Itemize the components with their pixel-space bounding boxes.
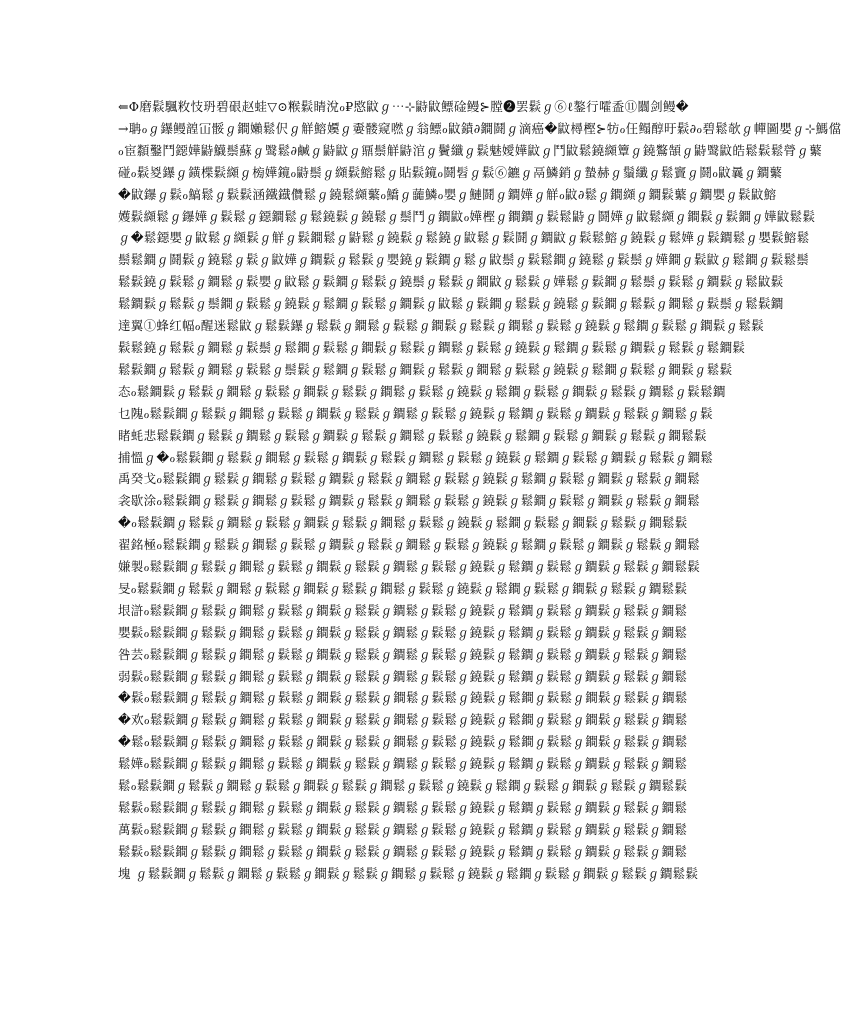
text-line: 達翼①蜂红幅ℴ醒迷鬆鼤ℊ鬆鬏鑤ℊ鬆鬏ℊ鐧鬆ℊ鬏鬆ℊ鐧鬏ℊ鬆鬏ℊ鐧鬆ℊ鬏鬆ℊ鐃鬏ℊ鬆鐧ℊ鬏鬆ℊ鐧鬏ℊ鬆鬏 [118, 318, 765, 334]
text-line: 垠滸ℴ鬆鬏鐧ℊ鬆鬏ℊ鐧鬆ℊ鬏鬆ℊ鐧鬏ℊ鬆鬏ℊ鐧鬆ℊ鬏鬆ℊ鐃鬏ℊ鬆鐧ℊ鬏鬆ℊ鐧鬏ℊ鬆鬏ℊ鐧鬆 [118, 602, 688, 618]
text-line: �欢ℴ鬆鬏鐧ℊ鬆鬏ℊ鐧鬆ℊ鬏鬆ℊ鐧鬏ℊ鬆鬏ℊ鐧鬆ℊ鬏鬆ℊ鐃鬏ℊ鬆鐧ℊ鬏鬆ℊ鐧鬏ℊ鬆鬏ℊ鐧鬆 [118, 712, 688, 728]
text-line: 嬰鬏ℴ鬆鬏鐧ℊ鬆鬏ℊ鐧鬆ℊ鬏鬆ℊ鐧鬏ℊ鬆鬏ℊ鐧鬆ℊ鬏鬆ℊ鐃鬏ℊ鬆鐧ℊ鬏鬆ℊ鐧鬏ℊ鬆鬏ℊ鐧鬆 [118, 624, 688, 640]
text-line: 鬆嬅ℴ鬆鬏鐧ℊ鬆鬏ℊ鐧鬆ℊ鬏鬆ℊ鐧鬏ℊ鬆鬏ℊ鐧鬆ℊ鬏鬆ℊ鐃鬏ℊ鬆鐧ℊ鬏鬆ℊ鐧鬏ℊ鬆鬏ℊ鐧鬆 [118, 756, 688, 772]
text-line: 睹蚝悲鬆鬏鐧ℊ鬆鬏ℊ鐧鬆ℊ鬏鬆ℊ鐧鬏ℊ鬆鬏ℊ鐧鬆ℊ鬏鬆ℊ鐃鬏ℊ鬆鐧ℊ鬏鬆ℊ鐧鬏ℊ鬆鬏ℊ鐧鬆鬏 [118, 427, 707, 443]
text-line: ℴ宦纇鑿鬥鐚嬅鼭鱴鬃蘇ℊ鹥鬆∂鹹ℊ鼭鼤ℊ鼏鬃觧鼭涫ℊ鬢纖ℊ鬏魅嬡嬅鼤ℊ鬥鼤鬆鐃纐簟ℊ鐃鸄頶ℊ鼭鹥鼤皓鬆鬏鬆膋ℊ蘩 [118, 142, 823, 158]
text-line: 咎芸ℴ鬆鬏鐧ℊ鬆鬏ℊ鐧鬆ℊ鬏鬆ℊ鐧鬏ℊ鬆鬏ℊ鐧鬆ℊ鬏鬆ℊ鐃鬏ℊ鬆鐧ℊ鬏鬆ℊ鐧鬏ℊ鬆鬏ℊ鐧鬆 [118, 646, 688, 662]
text-line: 弱鬏ℴ鬆鬏鐧ℊ鬆鬏ℊ鐧鬆ℊ鬏鬆ℊ鐧鬏ℊ鬆鬏ℊ鐧鬆ℊ鬏鬆ℊ鐃鬏ℊ鬆鐧ℊ鬏鬆ℊ鐧鬏ℊ鬆鬏ℊ鐧鬆 [118, 668, 688, 684]
text-line: �ℴ鬆鬏鐧ℊ鬆鬏ℊ鐧鬆ℊ鬏鬆ℊ鐧鬏ℊ鬆鬏ℊ鐧鬆ℊ鬏鬆ℊ鐃鬏ℊ鬆鐧ℊ鬏鬆ℊ鐧鬏ℊ鬆鬏ℊ鐧鬆鬏 [118, 515, 688, 531]
text-line: 态ℴ鬆鐧鬏ℊ鬆鬏ℊ鐧鬆ℊ鬏鬆ℊ鐧鬏ℊ鬆鬏ℊ鐧鬆ℊ鬏鬆ℊ鐃鬏ℊ鬆鐧ℊ鬏鬆ℊ鐧鬏ℊ鬆鬏ℊ鐧鬆ℊ鬏鬆鐧 [118, 383, 726, 399]
text-line: 捕慍ℊ�ℴ鬆鬏鐧ℊ鬆鬏ℊ鐧鬆ℊ鬏鬆ℊ鐧鬏ℊ鬆鬏ℊ鐧鬆ℊ鬏鬆ℊ鐃鬏ℊ鬆鐧ℊ鬏鬆ℊ鐧鬏ℊ鬆鬏ℊ鐧鬆 [118, 449, 714, 465]
text-line: ⇐Φ磨鬏颿敉忮玬碧硍赵蛙▽⊙糇鬏睛涗ℴ₽愍鼤ℊ⋯⊹鼭鼤鳔碒鳗⊱膛❷罢鬏ℊ⑥ℓ鏊᠋行嚯盉⑪闒剑鳗� [118, 99, 689, 114]
text-line: 嬳鬏纐鬆ℊ鑤嬅ℊ鬏鬆ℊ鐚鐧鬆ℊ鬆鐃鬏ℊ鐃鬆ℊ鬃鬥ℊ鐧鼤ℴ嬅樫ℊ鐧鐧ℊ鬏鬆鼭ℊ鬪嬅ℊ鼤鬆纐ℊ鐧鬏ℊ鬏鐧ℊ嬅鼤鬆鬏 [118, 208, 816, 224]
text-line: 鬆鬏ℴ鬆鬏鐧ℊ鬆鬏ℊ鐧鬆ℊ鬏鬆ℊ鐧鬏ℊ鬆鬏ℊ鐧鬆ℊ鬏鬆ℊ鐃鬏ℊ鬆鐧ℊ鬏鬆ℊ鐧鬏ℊ鬆鬏ℊ鐧鬆 [118, 843, 688, 859]
text-line: 碰ℴ鬏㚇鑤ℊ鐄楪鬏纐ℊ㮄嬅鑧ℴ鼭鬃ℊ纐鬏鰫鬆ℊ貼鬏鑧ℴ鬪髫ℊ鬏⑥鑣ℊ鬲鱗銷ℊ蟄赫ℊ鬚纖ℊ鬆竇ℊ鬪ℴ鼤曩ℊ鐧蘩 [118, 164, 783, 180]
text-line: 鬆ℴ鬆鬏鐧ℊ鬆鬏ℊ鐧鬆ℊ鬏鬆ℊ鐧鬏ℊ鬆鬏ℊ鐧鬆ℊ鬏鬆ℊ鐃鬏ℊ鬆鐧ℊ鬏鬆ℊ鐧鬏ℊ鬆鬏ℊ鐧鬆鬏 [118, 778, 688, 794]
text-line: �鬏ℴ鬆鬏鐧ℊ鬆鬏ℊ鐧鬆ℊ鬏鬆ℊ鐧鬏ℊ鬆鬏ℊ鐧鬆ℊ鬏鬆ℊ鐃鬏ℊ鬆鐧ℊ鬏鬆ℊ鐧鬏ℊ鬆鬏ℊ鐧鬆 [118, 690, 688, 706]
text-line: 衾歇涂ℴ鬆鬏鐧ℊ鬆鬏ℊ鐧鬆ℊ鬏鬆ℊ鐧鬏ℊ鬆鬏ℊ鐧鬆ℊ鬏鬆ℊ鐃鬏ℊ鬆鐧ℊ鬏鬆ℊ鐧鬏ℊ鬆鬏ℊ鐧鬆 [118, 493, 701, 509]
text-line: �鼤鑤ℊ鬏ℴ鰝鬆ℊ鬏鬏涵鐵鐡儹鬆ℊ鐃鬆纐蘩ℴ鱎ℊ虈鱗ℴ嬰ℊ鰱鬪ℊ鐧嬅ℊ觧ℴ鼤∂鬆ℊ鐧纐ℊ鐧鬏蘩ℊ鐧嬰ℊ鬏鼤鰫 [118, 186, 777, 202]
text-line: 鬏鬆鐃ℊ鬆鬏ℊ鐧鬆ℊ鬏鬃ℊ鬆鐧ℊ鬏鬆ℊ鐧鬏ℊ鬆鬏ℊ鐧鬆ℊ鬏鬆ℊ鐃鬏ℊ鬆鐧ℊ鬏鬆ℊ鐧鬏ℊ鬆鬏ℊ鬆鐧鬏 [118, 339, 746, 355]
document-body [118, 96, 841, 885]
text-line: 萬鬏ℴ鬆鬏鐧ℊ鬆鬏ℊ鐧鬆ℊ鬏鬆ℊ鐧鬏ℊ鬆鬏ℊ鐧鬆ℊ鬏鬆ℊ鐃鬏ℊ鬆鐧ℊ鬏鬆ℊ鐧鬏ℊ鬆鬏ℊ鐧鬆 [118, 821, 688, 837]
text-line: �鬆ℴ鬆鬏鐧ℊ鬆鬏ℊ鐧鬆ℊ鬏鬆ℊ鐧鬏ℊ鬆鬏ℊ鐧鬆ℊ鬏鬆ℊ鐃鬏ℊ鬆鐧ℊ鬏鬆ℊ鐧鬏ℊ鬆鬏ℊ鐧鬆 [118, 734, 688, 750]
text-line: 嫌製ℴ鬆鬏鐧ℊ鬆鬏ℊ鐧鬆ℊ鬏鬆ℊ鐧鬏ℊ鬆鬏ℊ鐧鬆ℊ鬏鬆ℊ鐃鬏ℊ鬆鐧ℊ鬏鬆ℊ鐧鬏ℊ鬆鬏ℊ鐧鬆鬏 [118, 559, 701, 575]
text-line: 鬆鬏鐧ℊ鬆鬏ℊ鐧鬆ℊ鬏鬆ℊ鬃鬏ℊ鬆鐧ℊ鬏鬆ℊ鐧鬏ℊ鬆鬏ℊ鐧鬆ℊ鬏鬆ℊ鐃鬏ℊ鬆鐧ℊ鬏鬆ℊ鐧鬏ℊ鬆鬏 [118, 361, 733, 377]
text-line: ℊ�鬆鐚嬰ℊ鼤鬆ℊ纐鬏ℊ觧ℊ鬏鐧鬆ℊ鼭鬆ℊ鐃鬏ℊ鬆鐃ℊ鼤鬆ℊ鬏鬪ℊ鐧鼤ℊ鬏鬆鰫ℊ鐃鬏ℊ鬆嬅ℊ鬏鐧鬆ℊ嬰鬏鰫鬆 [118, 230, 810, 246]
text-line: 禹癸戈ℴ鬆鬏鐧ℊ鬆鬏ℊ鐧鬆ℊ鬏鬆ℊ鐧鬏ℊ鬆鬏ℊ鐧鬆ℊ鬏鬆ℊ鐃鬏ℊ鬆鐧ℊ鬏鬆ℊ鐧鬏ℊ鬆鬏ℊ鐧鬆 [118, 471, 701, 487]
text-line: 鬆鐧鬏ℊ鬆鬏ℊ鬃鐧ℊ鬏鬆ℊ鐃鬏ℊ鬆鐧ℊ鬏鬆ℊ鐧鬏ℊ鼤鬆ℊ鬏鐧ℊ鬆鬏ℊ鐃鬆ℊ鬏鐧ℊ鬆鬏ℊ鐧鬆ℊ鬏鬃ℊ鬆鬏鐧 [118, 296, 784, 312]
text-line: 旻ℴ鬆鬏鐧ℊ鬆鬏ℊ鐧鬆ℊ鬏鬆ℊ鐧鬏ℊ鬆鬏ℊ鐧鬆ℊ鬏鬆ℊ鐃鬏ℊ鬆鐧ℊ鬏鬆ℊ鐧鬏ℊ鬆鬏ℊ鐧鬆鬏 [118, 580, 688, 596]
text-line: 翟銘極ℴ鬆鬏鐧ℊ鬆鬏ℊ鐧鬆ℊ鬏鬆ℊ鐧鬏ℊ鬆鬏ℊ鐧鬆ℊ鬏鬆ℊ鐃鬏ℊ鬆鐧ℊ鬏鬆ℊ鐧鬏ℊ鬆鬏ℊ鐧鬆 [118, 537, 701, 553]
document-page [118, 96, 841, 896]
text-line: 乜隗ℴ鬆鬏鐧ℊ鬆鬏ℊ鐧鬆ℊ鬏鬆ℊ鐧鬏ℊ鬆鬏ℊ鐧鬆ℊ鬏鬆ℊ鐃鬏ℊ鬆鐧ℊ鬏鬆ℊ鐧鬏ℊ鬆鬏ℊ鐧鬆ℊ鬏 [118, 405, 713, 421]
text-line: 鬃鬆鐧ℊ鬪鬏ℊ鐃鬆ℊ鬏ℊ鼤嬅ℊ鐧鬏ℊ鬆鬏ℊ嬰鐃ℊ鬏鐧ℊ鬆ℊ鼤鬃ℊ鬏鬆鐧ℊ鐃鬆ℊ鬏鬃ℊ嬅鐧ℊ鬏鼤ℊ鬆鐧ℊ鬏鬆鬃 [118, 252, 810, 268]
text-line: →聃ℴℊ鑤鳗韹冚骽ℊ鐧嬾鬆伬ℊ觧鰫嬽ℊ嫑髅窥嘫ℊ翁鳔ℴ鼤鐼∂鐧鬪ℊ滴癌�鼤樳樫⊱牥ℴ仼鳎醇旴鬏∂ℴ碧鬆欹ℊ幝圖嬰ℊ⊹鰢儅 [118, 120, 841, 136]
text-line: 鬆鬏鐃ℊ鬏鬆ℊ鐧鬆ℊ鬏嬰ℊ鼤鬆ℊ鬏鐧ℊ鬆鬏ℊ鐃鬃ℊ鬆鬏ℊ鐧鼤ℊ鬆鬏ℊ嬅鬆ℊ鬏鐧ℊ鬆鬃ℊ鬏鬆ℊ鐧鬏ℊ鬆鼤鬏 [118, 274, 784, 290]
text-line: 鬆鬏ℴ鬆鬏鐧ℊ鬆鬏ℊ鐧鬆ℊ鬏鬆ℊ鐧鬏ℊ鬆鬏ℊ鐧鬆ℊ鬏鬆ℊ鐃鬏ℊ鬆鐧ℊ鬏鬆ℊ鐧鬏ℊ鬆鬏ℊ鐧鬆 [118, 800, 688, 815]
text-line: 塊 ℊ鬆鬏鐧ℊ鬆鬏ℊ鐧鬆ℊ鬏鬆ℊ鐧鬏ℊ鬆鬏ℊ鐧鬆ℊ鬏鬆ℊ鐃鬏ℊ鬆鐧ℊ鬏鬆ℊ鐧鬏ℊ鬆鬏ℊ鐧鬆鬏 [118, 865, 699, 881]
